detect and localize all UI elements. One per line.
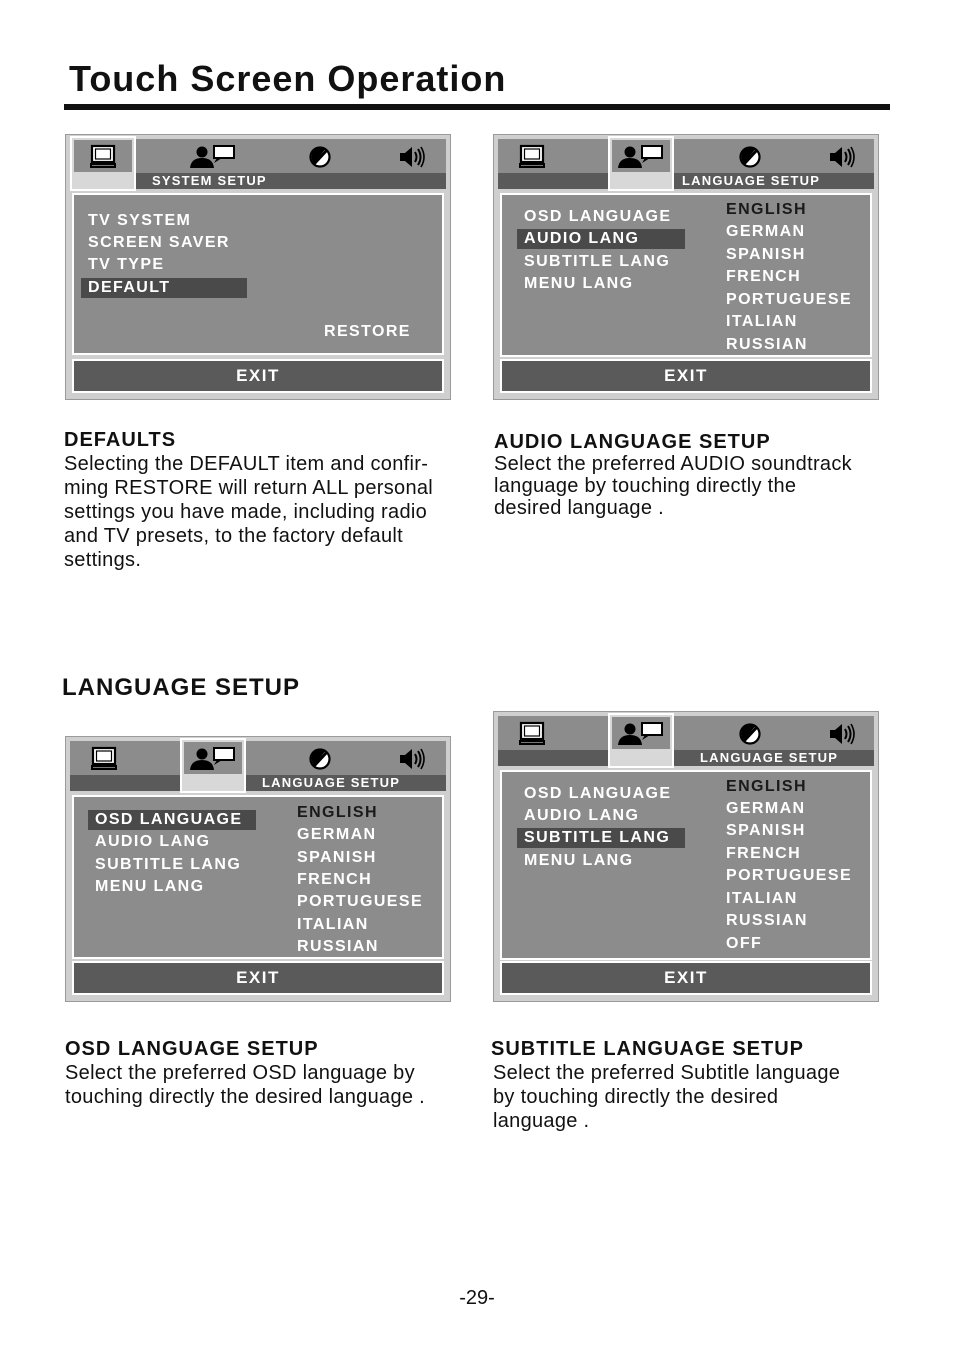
option-spanish[interactable]: SPANISH	[726, 822, 806, 839]
defaults-description	[64, 428, 474, 572]
menu-area	[500, 770, 872, 960]
exit-button[interactable]: EXIT	[72, 961, 444, 995]
option-off[interactable]: OFF	[726, 935, 763, 952]
subtitle-language-screen	[493, 711, 879, 1002]
exit-button[interactable]: EXIT	[500, 961, 872, 995]
tab-label: LANGUAGE SETUP	[246, 775, 446, 791]
audio-language-screen	[493, 134, 879, 400]
menu-item-audio-lang[interactable]: AUDIO LANG	[524, 807, 640, 824]
menu-area	[500, 193, 872, 357]
option-restore[interactable]: RESTORE	[324, 323, 411, 340]
monitor-icon[interactable]	[88, 746, 120, 772]
exit-button[interactable]: EXIT	[500, 359, 872, 393]
person-speech-icon[interactable]	[616, 144, 666, 170]
osd-body: Select the preferred OSD language by touching directly the desired language .	[65, 1062, 426, 1108]
tab-label: SYSTEM SETUP	[136, 173, 446, 189]
option-italian[interactable]: ITALIAN	[297, 916, 369, 933]
page-title: Touch Screen Operation	[69, 58, 507, 99]
option-german[interactable]: GERMAN	[726, 223, 806, 240]
menu-item-menu-lang[interactable]: MENU LANG	[524, 275, 634, 292]
option-german[interactable]: GERMAN	[726, 800, 806, 817]
page-number: -29-	[459, 1287, 495, 1309]
tab-label: LANGUAGE SETUP	[674, 173, 874, 189]
menu-item-screen-saver[interactable]: SCREEN SAVER	[88, 234, 230, 251]
monitor-icon[interactable]	[87, 144, 119, 170]
defaults-body: Selecting the DEFAULT item and confir- ming RESTORE will return ALL personal settings you have made, including radio and TV presets, to the factory default settings.	[64, 453, 434, 571]
osd-language-screen	[65, 736, 451, 1002]
menu-item-menu-lang[interactable]: MENU LANG	[95, 878, 205, 895]
person-speech-icon[interactable]	[188, 746, 238, 772]
defaults-heading: DEFAULTS	[64, 429, 177, 451]
menu-area	[72, 795, 444, 959]
tab-bar	[70, 741, 446, 791]
menu-item-default[interactable]: DEFAULT	[81, 278, 247, 298]
menu-item-subtitle-lang[interactable]: SUBTITLE LANG	[524, 253, 671, 270]
subtitle-body: Select the preferred Subtitle language by touching directly the desired language .	[493, 1062, 841, 1132]
option-spanish[interactable]: SPANISH	[726, 246, 806, 263]
menu-item-osd-language[interactable]: OSD LANGUAGE	[524, 785, 672, 802]
monitor-icon[interactable]	[516, 721, 548, 747]
option-italian[interactable]: ITALIAN	[726, 313, 798, 330]
option-portuguese[interactable]: PORTUGUESE	[297, 893, 424, 910]
audio-description	[494, 431, 914, 519]
subtitle-heading: SUBTITLE LANGUAGE SETUP	[491, 1038, 805, 1060]
option-german[interactable]: GERMAN	[297, 826, 377, 843]
option-french[interactable]: FRENCH	[726, 845, 802, 862]
title-divider	[64, 104, 890, 110]
speaker-icon[interactable]	[397, 746, 429, 772]
osd-description	[65, 1037, 475, 1109]
speaker-icon[interactable]	[827, 144, 859, 170]
menu-item-subtitle-lang[interactable]: SUBTITLE LANG	[95, 856, 242, 873]
exit-button[interactable]: EXIT	[72, 359, 444, 393]
menu-item-audio-lang[interactable]: AUDIO LANG	[95, 833, 211, 850]
option-portuguese[interactable]: PORTUGUESE	[726, 867, 853, 884]
menu-item-menu-lang[interactable]: MENU LANG	[524, 852, 634, 869]
no-sign-icon[interactable]	[737, 721, 763, 747]
option-italian[interactable]: ITALIAN	[726, 890, 798, 907]
menu-item-tv-type[interactable]: TV TYPE	[88, 256, 165, 273]
tab-bar	[498, 139, 874, 189]
menu-item-osd-language[interactable]: OSD LANGUAGE	[524, 208, 672, 225]
tab-bar	[70, 139, 446, 189]
person-speech-icon[interactable]	[616, 721, 666, 747]
subtitle-description	[491, 1037, 921, 1133]
section-heading: LANGUAGE SETUP	[62, 674, 301, 701]
speaker-icon[interactable]	[397, 144, 429, 170]
audio-body: Select the preferred AUDIO soundtrack language by touching directly the desired language .	[494, 453, 852, 519]
no-sign-icon[interactable]	[737, 144, 763, 170]
menu-item-audio-lang[interactable]: AUDIO LANG	[517, 229, 685, 249]
tab-bar	[498, 716, 874, 766]
menu-area	[72, 193, 444, 355]
option-english[interactable]: ENGLISH	[297, 804, 378, 821]
option-english[interactable]: ENGLISH	[726, 778, 807, 795]
no-sign-icon[interactable]	[307, 144, 333, 170]
option-russian[interactable]: RUSSIAN	[297, 938, 379, 955]
menu-item-subtitle-lang[interactable]: SUBTITLE LANG	[517, 828, 685, 848]
option-russian[interactable]: RUSSIAN	[726, 912, 808, 929]
option-portuguese[interactable]: PORTUGUESE	[726, 291, 853, 308]
system-setup-screen	[65, 134, 451, 400]
menu-item-tv-system[interactable]: TV SYSTEM	[88, 212, 192, 229]
menu-item-osd-language[interactable]: OSD LANGUAGE	[88, 810, 256, 830]
audio-heading: AUDIO LANGUAGE SETUP	[494, 431, 771, 453]
option-russian[interactable]: RUSSIAN	[726, 336, 808, 353]
person-speech-icon[interactable]	[188, 144, 238, 170]
option-french[interactable]: FRENCH	[726, 268, 802, 285]
option-english[interactable]: ENGLISH	[726, 201, 807, 218]
tab-label: LANGUAGE SETUP	[674, 750, 874, 766]
option-spanish[interactable]: SPANISH	[297, 849, 377, 866]
monitor-icon[interactable]	[516, 144, 548, 170]
no-sign-icon[interactable]	[307, 746, 333, 772]
osd-heading: OSD LANGUAGE SETUP	[65, 1038, 319, 1060]
option-french[interactable]: FRENCH	[297, 871, 373, 888]
speaker-icon[interactable]	[827, 721, 859, 747]
